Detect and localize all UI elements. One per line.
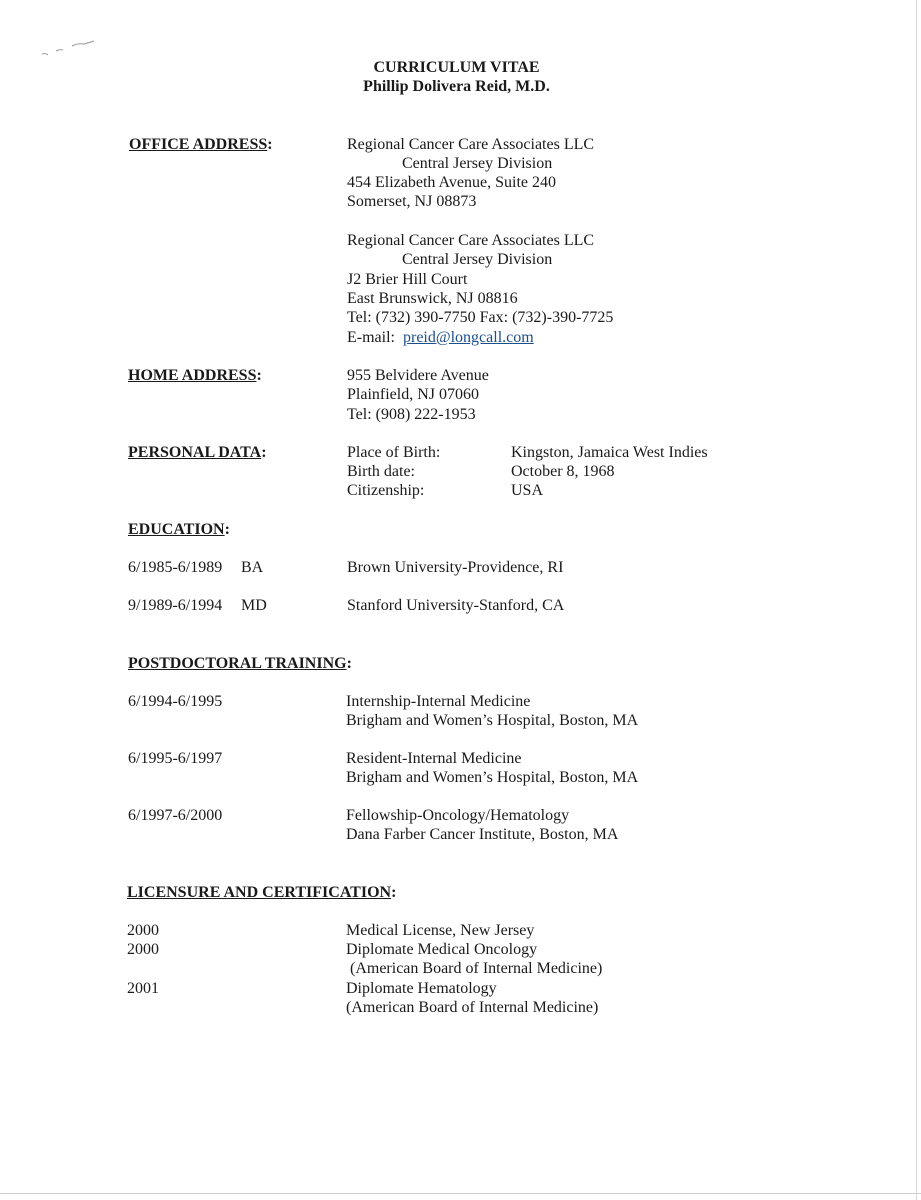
home-city: Plainfield, NJ 07060 [347,386,479,403]
office2-phone: Tel: (732) 390-7750 Fax: (732)-390-7725 [347,309,614,326]
personal-value-citizenship: USA [511,482,544,499]
personal-value-birthplace: Kingston, Jamaica West Indies [511,444,708,461]
licensure-board: (American Board of Internal Medicine) [346,960,603,977]
postdoc-heading: POSTDOCTORAL TRAINING: [128,655,352,672]
education-heading: EDUCATION: [128,521,230,538]
licensure-title: Medical License, New Jersey [346,922,535,939]
licensure-year: 2000 [127,941,159,958]
personal-value-birthdate: October 8, 1968 [511,463,615,480]
scan-mark [38,38,98,58]
page-edge-bottom [0,1193,921,1194]
postdoc-role: Resident-Internal Medicine [346,750,522,767]
document-title: CURRICULUM VITAE [373,59,540,76]
licensure-year: 2000 [127,922,159,939]
office2-email-line [347,328,534,347]
postdoc-place: Dana Farber Cancer Institute, Boston, MA [346,826,619,843]
office1-city: Somerset, NJ 08873 [347,193,477,210]
postdoc-role: Fellowship-Oncology/Hematology [346,807,570,824]
office2-org: Regional Cancer Care Associates LLC [347,232,595,249]
home-street: 955 Belvidere Avenue [347,367,489,384]
office2-city: East Brunswick, NJ 08816 [347,290,518,307]
education-dates: 6/1985-6/1989 [128,559,223,576]
education-degree: BA [241,559,264,576]
office1-street: 454 Elizabeth Avenue, Suite 240 [347,174,556,191]
postdoc-dates: 6/1995-6/1997 [128,750,223,767]
personal-label-birthplace: Place of Birth: [347,444,441,461]
licensure-title: Diplomate Hematology [346,980,497,997]
office1-org: Regional Cancer Care Associates LLC [347,136,595,153]
personal-label-birthdate: Birth date: [347,463,415,480]
education-dates: 9/1989-6/1994 [128,597,223,614]
education-school: Stanford University-Stanford, CA [347,597,565,614]
education-school: Brown University-Providence, RI [347,559,564,576]
home-phone: Tel: (908) 222-1953 [347,406,476,423]
licensure-year: 2001 [127,980,159,997]
page-edge-right [916,0,917,1200]
postdoc-dates: 6/1994-6/1995 [128,693,223,710]
postdoc-role: Internship-Internal Medicine [346,693,531,710]
office-address-heading: OFFICE ADDRESS: [129,136,273,153]
licensure-title: Diplomate Medical Oncology [346,941,538,958]
home-address-heading: HOME ADDRESS: [128,367,262,384]
postdoc-dates: 6/1997-6/2000 [128,807,223,824]
education-degree: MD [241,597,267,614]
postdoc-place: Brigham and Women’s Hospital, Boston, MA [346,769,639,786]
licensure-board: (American Board of Internal Medicine) [346,999,599,1016]
email-link[interactable]: preid@longcall.com [402,329,534,346]
licensure-heading: LICENSURE AND CERTIFICATION: [127,884,397,901]
person-name: Phillip Dolivera Reid, M.D. [363,78,550,95]
personal-label-citizenship: Citizenship: [347,482,425,499]
postdoc-place: Brigham and Women’s Hospital, Boston, MA [346,712,639,729]
office2-street: J2 Brier Hill Court [347,271,468,288]
personal-data-heading: PERSONAL DATA: [128,444,267,461]
office2-division: Central Jersey Division [402,251,553,268]
office1-division: Central Jersey Division [402,155,553,172]
email-label: E-mail: [347,329,395,346]
